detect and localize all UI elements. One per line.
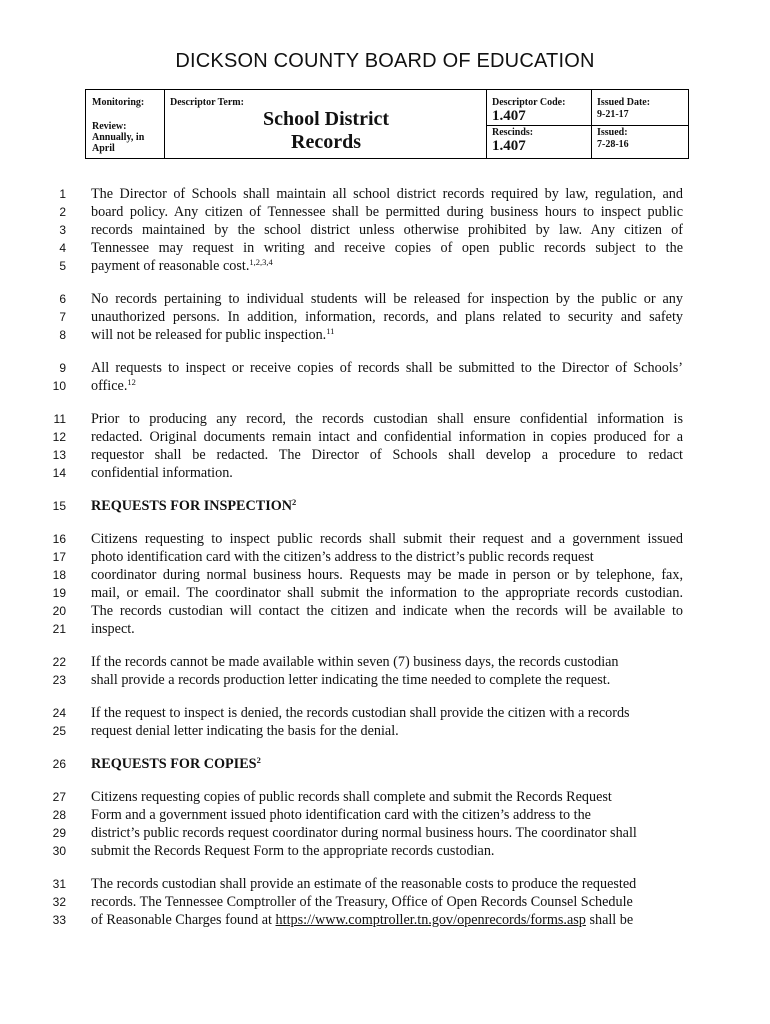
line-text: office.	[91, 378, 128, 394]
line-text: coordinator during normal business hours. Requests may be made in person or by telephone, fax,	[91, 567, 683, 583]
line-number: 13	[52, 448, 66, 462]
body-line	[91, 722, 683, 740]
rescinds-label: Rescinds:	[492, 127, 534, 138]
body-line	[91, 464, 683, 482]
footnote-ref: 12	[127, 377, 136, 387]
descriptor-code: 1.407	[492, 108, 526, 124]
issued-date: 9-21-17	[597, 109, 629, 120]
issued-date-label: Issued Date:	[597, 97, 651, 108]
review-value: Annually, in	[92, 132, 145, 143]
policy-header-table	[85, 89, 689, 159]
line-number: 26	[52, 757, 66, 771]
line-number: 16	[52, 532, 66, 546]
footnote-ref: 11	[326, 326, 335, 336]
line-text: photo identification card with the citizen’s address to the district’s public records request	[91, 549, 594, 565]
footnote-ref: 2	[256, 755, 261, 765]
line-text: submit the Records Request Form to the appropriate records custodian.	[91, 843, 495, 859]
body-line	[91, 584, 683, 602]
body-line	[91, 875, 683, 893]
line-text: shall be	[585, 912, 634, 928]
review-value: April	[92, 143, 115, 154]
line-number: 20	[52, 604, 66, 618]
body-line	[91, 221, 683, 239]
body-line	[91, 806, 683, 824]
body-line	[91, 326, 683, 344]
body-line	[91, 377, 683, 395]
line-number: 32	[52, 895, 66, 909]
rescinds-code: 1.407	[492, 138, 526, 154]
review-label: Review:	[92, 121, 127, 132]
line-number: 31	[52, 877, 66, 891]
line-text: Form and a government issued photo identification card with the citizen’s address to the	[91, 807, 591, 823]
line-number: 22	[52, 655, 66, 669]
body-line	[91, 824, 683, 842]
table-divider	[164, 90, 165, 158]
document-title: DICKSON COUNTY BOARD OF EDUCATION	[175, 50, 595, 72]
line-number: 5	[59, 259, 66, 273]
line-text: inspect.	[91, 621, 135, 637]
line-number: 19	[52, 586, 66, 600]
body-line	[91, 203, 683, 221]
body-line	[91, 893, 683, 911]
body-line	[91, 788, 683, 806]
line-number: 3	[59, 223, 66, 237]
body-line	[91, 410, 683, 428]
line-number: 27	[52, 790, 66, 804]
body-line	[91, 290, 683, 308]
line-number: 30	[52, 844, 66, 858]
line-text: REQUESTS FOR INSPECTION	[91, 498, 293, 514]
line-number: 15	[52, 499, 66, 513]
section-heading	[91, 755, 683, 773]
line-text: shall provide a records production letter indicating the time needed to complete the request.	[91, 672, 611, 688]
body-line	[91, 239, 683, 257]
line-number: 4	[59, 241, 66, 255]
line-number: 29	[52, 826, 66, 840]
line-text: No records pertaining to individual students will be released for inspection by the public or any	[91, 291, 683, 307]
line-number: 33	[52, 913, 66, 927]
line-number: 28	[52, 808, 66, 822]
line-number: 24	[52, 706, 66, 720]
line-text: board policy. Any citizen of Tennessee shall be permitted during business hours to inspect public	[91, 204, 683, 220]
line-text: Citizens requesting copies of public records shall complete and submit the Records Request	[91, 789, 612, 805]
line-number: 23	[52, 673, 66, 687]
line-text: records maintained by the school district unless otherwise prohibited by law. Any citizen of	[91, 222, 683, 238]
line-text: requestor shall be redacted. The Director of Schools shall develop a procedure to redact	[91, 447, 683, 463]
line-text: unauthorized persons. In addition, information, records, and plans related to security and safety	[91, 309, 683, 325]
table-divider	[486, 125, 689, 126]
line-number: 6	[59, 292, 66, 306]
table-divider	[486, 90, 487, 158]
line-text: The records custodian shall provide an estimate of the reasonable costs to produce the requested	[91, 876, 637, 892]
body-line	[91, 704, 683, 722]
line-text: The Director of Schools shall maintain all school district records required by law, regulation, and	[91, 186, 683, 202]
line-number: 14	[52, 466, 66, 480]
line-text: Citizens requesting to inspect public records shall submit their request and a government issued	[91, 531, 683, 547]
section-heading	[91, 497, 683, 515]
table-divider	[591, 90, 592, 158]
issued-label: Issued:	[597, 127, 628, 138]
line-text: district’s public records request coordinator during normal business hours. The coordinator shall	[91, 825, 637, 841]
line-text: confidential information.	[91, 465, 233, 481]
line-number: 9	[59, 361, 66, 375]
line-text: Prior to producing any record, the records custodian shall ensure confidential information is	[91, 411, 683, 427]
body-line	[91, 620, 683, 638]
line-number: 21	[52, 622, 66, 636]
line-number: 1	[59, 187, 66, 201]
line-text: If the request to inspect is denied, the records custodian shall provide the citizen with a records	[91, 705, 630, 721]
line-text: The records custodian will contact the citizen and indicate when the records will be available to	[91, 603, 683, 619]
body-line	[91, 548, 683, 566]
issued-value: 7-28-16	[597, 139, 629, 150]
monitoring-label: Monitoring:	[92, 97, 145, 108]
body-line	[91, 671, 683, 689]
line-number: 10	[52, 379, 66, 393]
body-line	[91, 530, 683, 548]
body-line	[91, 602, 683, 620]
comptroller-forms-link[interactable]: https://www.comptroller.tn.gov/openrecords/forms.asp	[275, 912, 586, 928]
line-number: 17	[52, 550, 66, 564]
line-number: 11	[53, 412, 66, 426]
line-text: All requests to inspect or receive copies of records shall be submitted to the Director of Schools’	[91, 360, 683, 376]
line-text: redacted. Original documents remain intact and confidential information in copies produced for a	[91, 429, 683, 445]
line-number: 7	[59, 310, 66, 324]
descriptor-code-label: Descriptor Code:	[492, 97, 566, 108]
line-text: Tennessee may request in writing and receive copies of open public records subject to the	[91, 240, 683, 256]
line-number: 12	[52, 430, 66, 444]
body-line	[91, 308, 683, 326]
body-line	[91, 428, 683, 446]
line-number: 8	[59, 328, 66, 342]
descriptor-term-label: Descriptor Term:	[170, 97, 244, 108]
body-line	[91, 185, 683, 203]
line-number: 2	[59, 205, 66, 219]
line-text: payment of reasonable cost.	[91, 258, 250, 274]
body-line	[91, 359, 683, 377]
footnote-ref: 2	[292, 497, 297, 507]
line-text: request denial letter indicating the basis for the denial.	[91, 723, 399, 739]
line-text: of Reasonable Charges found at	[91, 912, 276, 928]
body-line	[91, 653, 683, 671]
line-text: records. The Tennessee Comptroller of the Treasury, Office of Open Records Counsel Schedule	[91, 894, 633, 910]
body-line	[91, 911, 683, 929]
body-line	[91, 842, 683, 860]
line-text: REQUESTS FOR COPIES	[91, 756, 257, 772]
line-text: will not be released for public inspection.	[91, 327, 327, 343]
body-line	[91, 566, 683, 584]
line-text: mail, or email. The coordinator shall submit the information to the appropriate records custodian.	[91, 585, 683, 601]
footnote-ref: 1,2,3,4	[249, 257, 273, 267]
line-number: 18	[52, 568, 66, 582]
descriptor-term: School District Records	[262, 108, 390, 153]
line-number: 25	[52, 724, 66, 738]
body-line	[91, 257, 683, 275]
line-text: If the records cannot be made available within seven (7) business days, the records custodian	[91, 654, 619, 670]
body-line	[91, 446, 683, 464]
